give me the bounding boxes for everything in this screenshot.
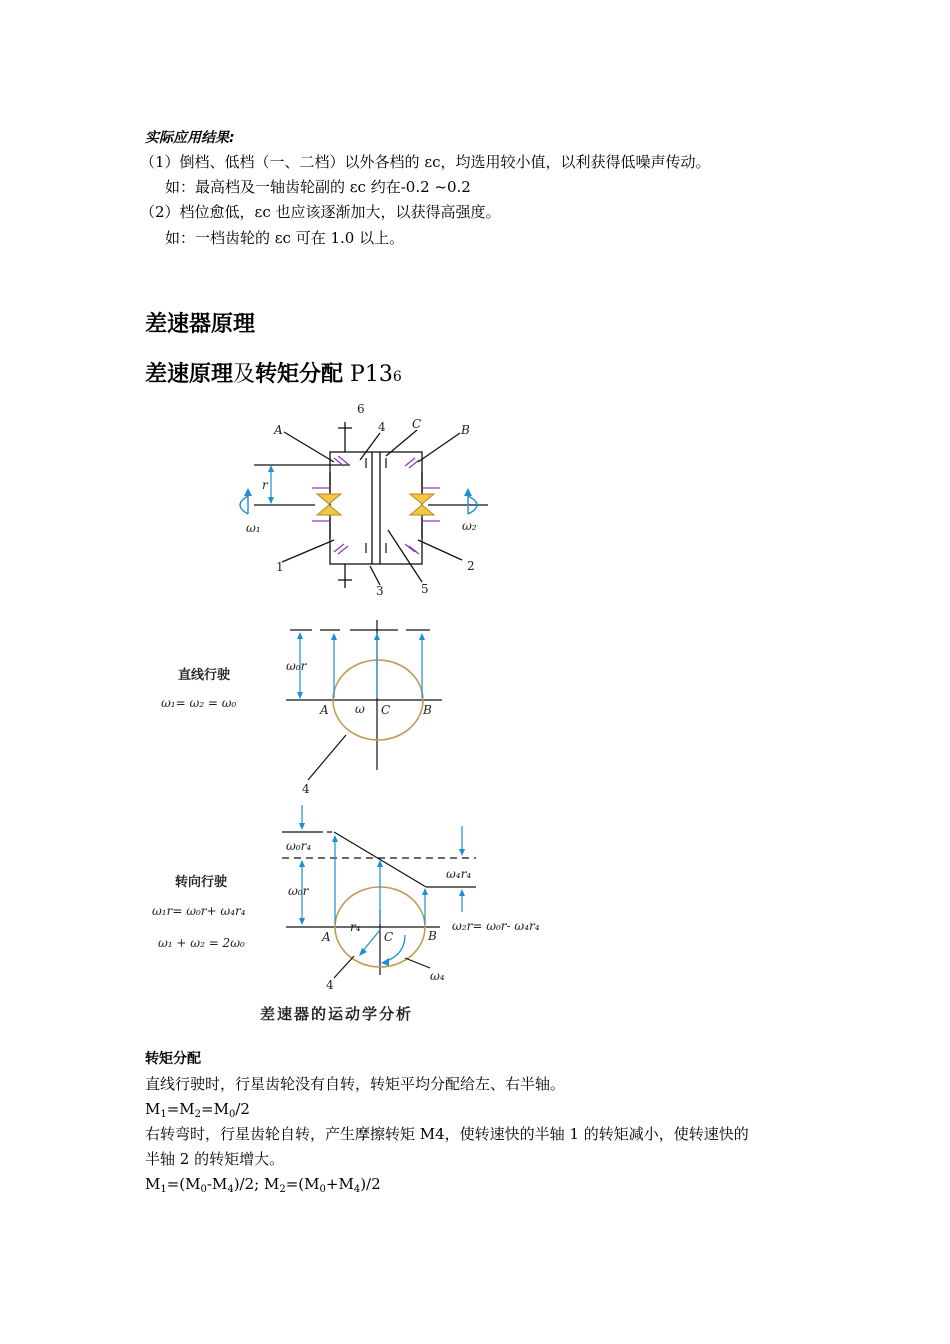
torque-paragraph-3: 半轴 2 的转矩增大。 (145, 1150, 285, 1168)
label-straight-4: 4 (302, 782, 310, 796)
label-4: 4 (378, 420, 386, 434)
label-5: 5 (421, 582, 429, 596)
label-turn-B: B (428, 929, 437, 943)
label-3: 3 (376, 584, 384, 598)
turn-title: 转向行驶 (175, 875, 228, 890)
results-item-1-example: 如：最高档及一轴齿轮副的 εc 约在-0.2 ~0.2 (165, 178, 471, 196)
label-omega: ω (355, 702, 365, 716)
label-omega0-r4: ω₀r₄ (286, 839, 312, 853)
label-omega4: ω₄ (430, 969, 445, 983)
turning-diagram (282, 805, 476, 978)
label-A: A (274, 423, 283, 437)
label-omega4-r4: ω₄r₄ (446, 867, 472, 881)
straight-title: 直线行驶 (178, 668, 231, 683)
label-B: B (461, 423, 470, 437)
bearings (317, 494, 434, 515)
label-2: 2 (467, 559, 475, 573)
label-turn-omega0-r: ω₀r (288, 884, 309, 898)
label-turn-4: 4 (326, 978, 334, 992)
label-omega1: ω₁ (246, 521, 261, 535)
label-omega2: ω₂ (462, 519, 477, 533)
label-omega0-r: ω₀r (286, 659, 307, 673)
label-turn-A: A (322, 930, 331, 944)
section-title: 差速器原理 (145, 312, 256, 337)
label-6: 6 (357, 402, 365, 416)
torque-equation-1: $M_1=M_2=M_0/2$ (145, 1100, 250, 1120)
turn-equation-1: ω₁r= ω₀r+ ω₄r₄ (152, 904, 246, 918)
mechanism-schematic (254, 422, 488, 588)
results-heading: 实际应用结果: (145, 130, 235, 146)
turn-equation-3: ω₂r= ω₀r- ω₄r₄ (452, 919, 540, 933)
label-1: 1 (276, 560, 284, 574)
label-r4: r₄ (350, 920, 361, 934)
results-item-2-example: 如：一档齿轮的 εc 可在 1.0 以上。 (165, 229, 405, 247)
straight-diagram (286, 620, 442, 780)
torque-paragraph-1: 直线行驶时，行星齿轮没有自转，转矩平均分配给左、右半轴。 (145, 1075, 566, 1093)
results-item-1: （1）倒档、低档（一、二档）以外各档的 εc，均选用较小值，以利获得低噪声传动。 (140, 153, 711, 171)
bevel-gears (312, 456, 440, 554)
torque-heading: 转矩分配 (145, 1051, 201, 1067)
section-subtitle: 差速原理及转矩分配 P136 (145, 362, 402, 387)
torque-paragraph-2: 右转弯时，行星齿轮自转，产生摩擦转矩 M4，使转速快的半轴 1 的转矩减小，使转速快的 (145, 1125, 749, 1143)
label-r: r (262, 478, 268, 492)
straight-equation: ω₁= ω₂ = ω₀ (161, 696, 237, 710)
label-C: C (412, 417, 422, 431)
results-item-2: （2）档位愈低，εc 也应该逐渐加大，以获得高强度。 (140, 203, 501, 221)
label-straight-B: B (423, 703, 432, 717)
label-straight-A: A (320, 703, 329, 717)
figure-caption: 差速器的运动学分析 (260, 1005, 414, 1023)
label-straight-C: C (381, 703, 391, 717)
turn-equation-2: ω₁ + ω₂ = 2ω₀ (158, 936, 245, 950)
torque-equation-2: $M_1=(M_0-M_4)/2$; $M_2=(M_0+M_4)/2$ (145, 1175, 381, 1195)
label-turn-C: C (384, 930, 394, 944)
